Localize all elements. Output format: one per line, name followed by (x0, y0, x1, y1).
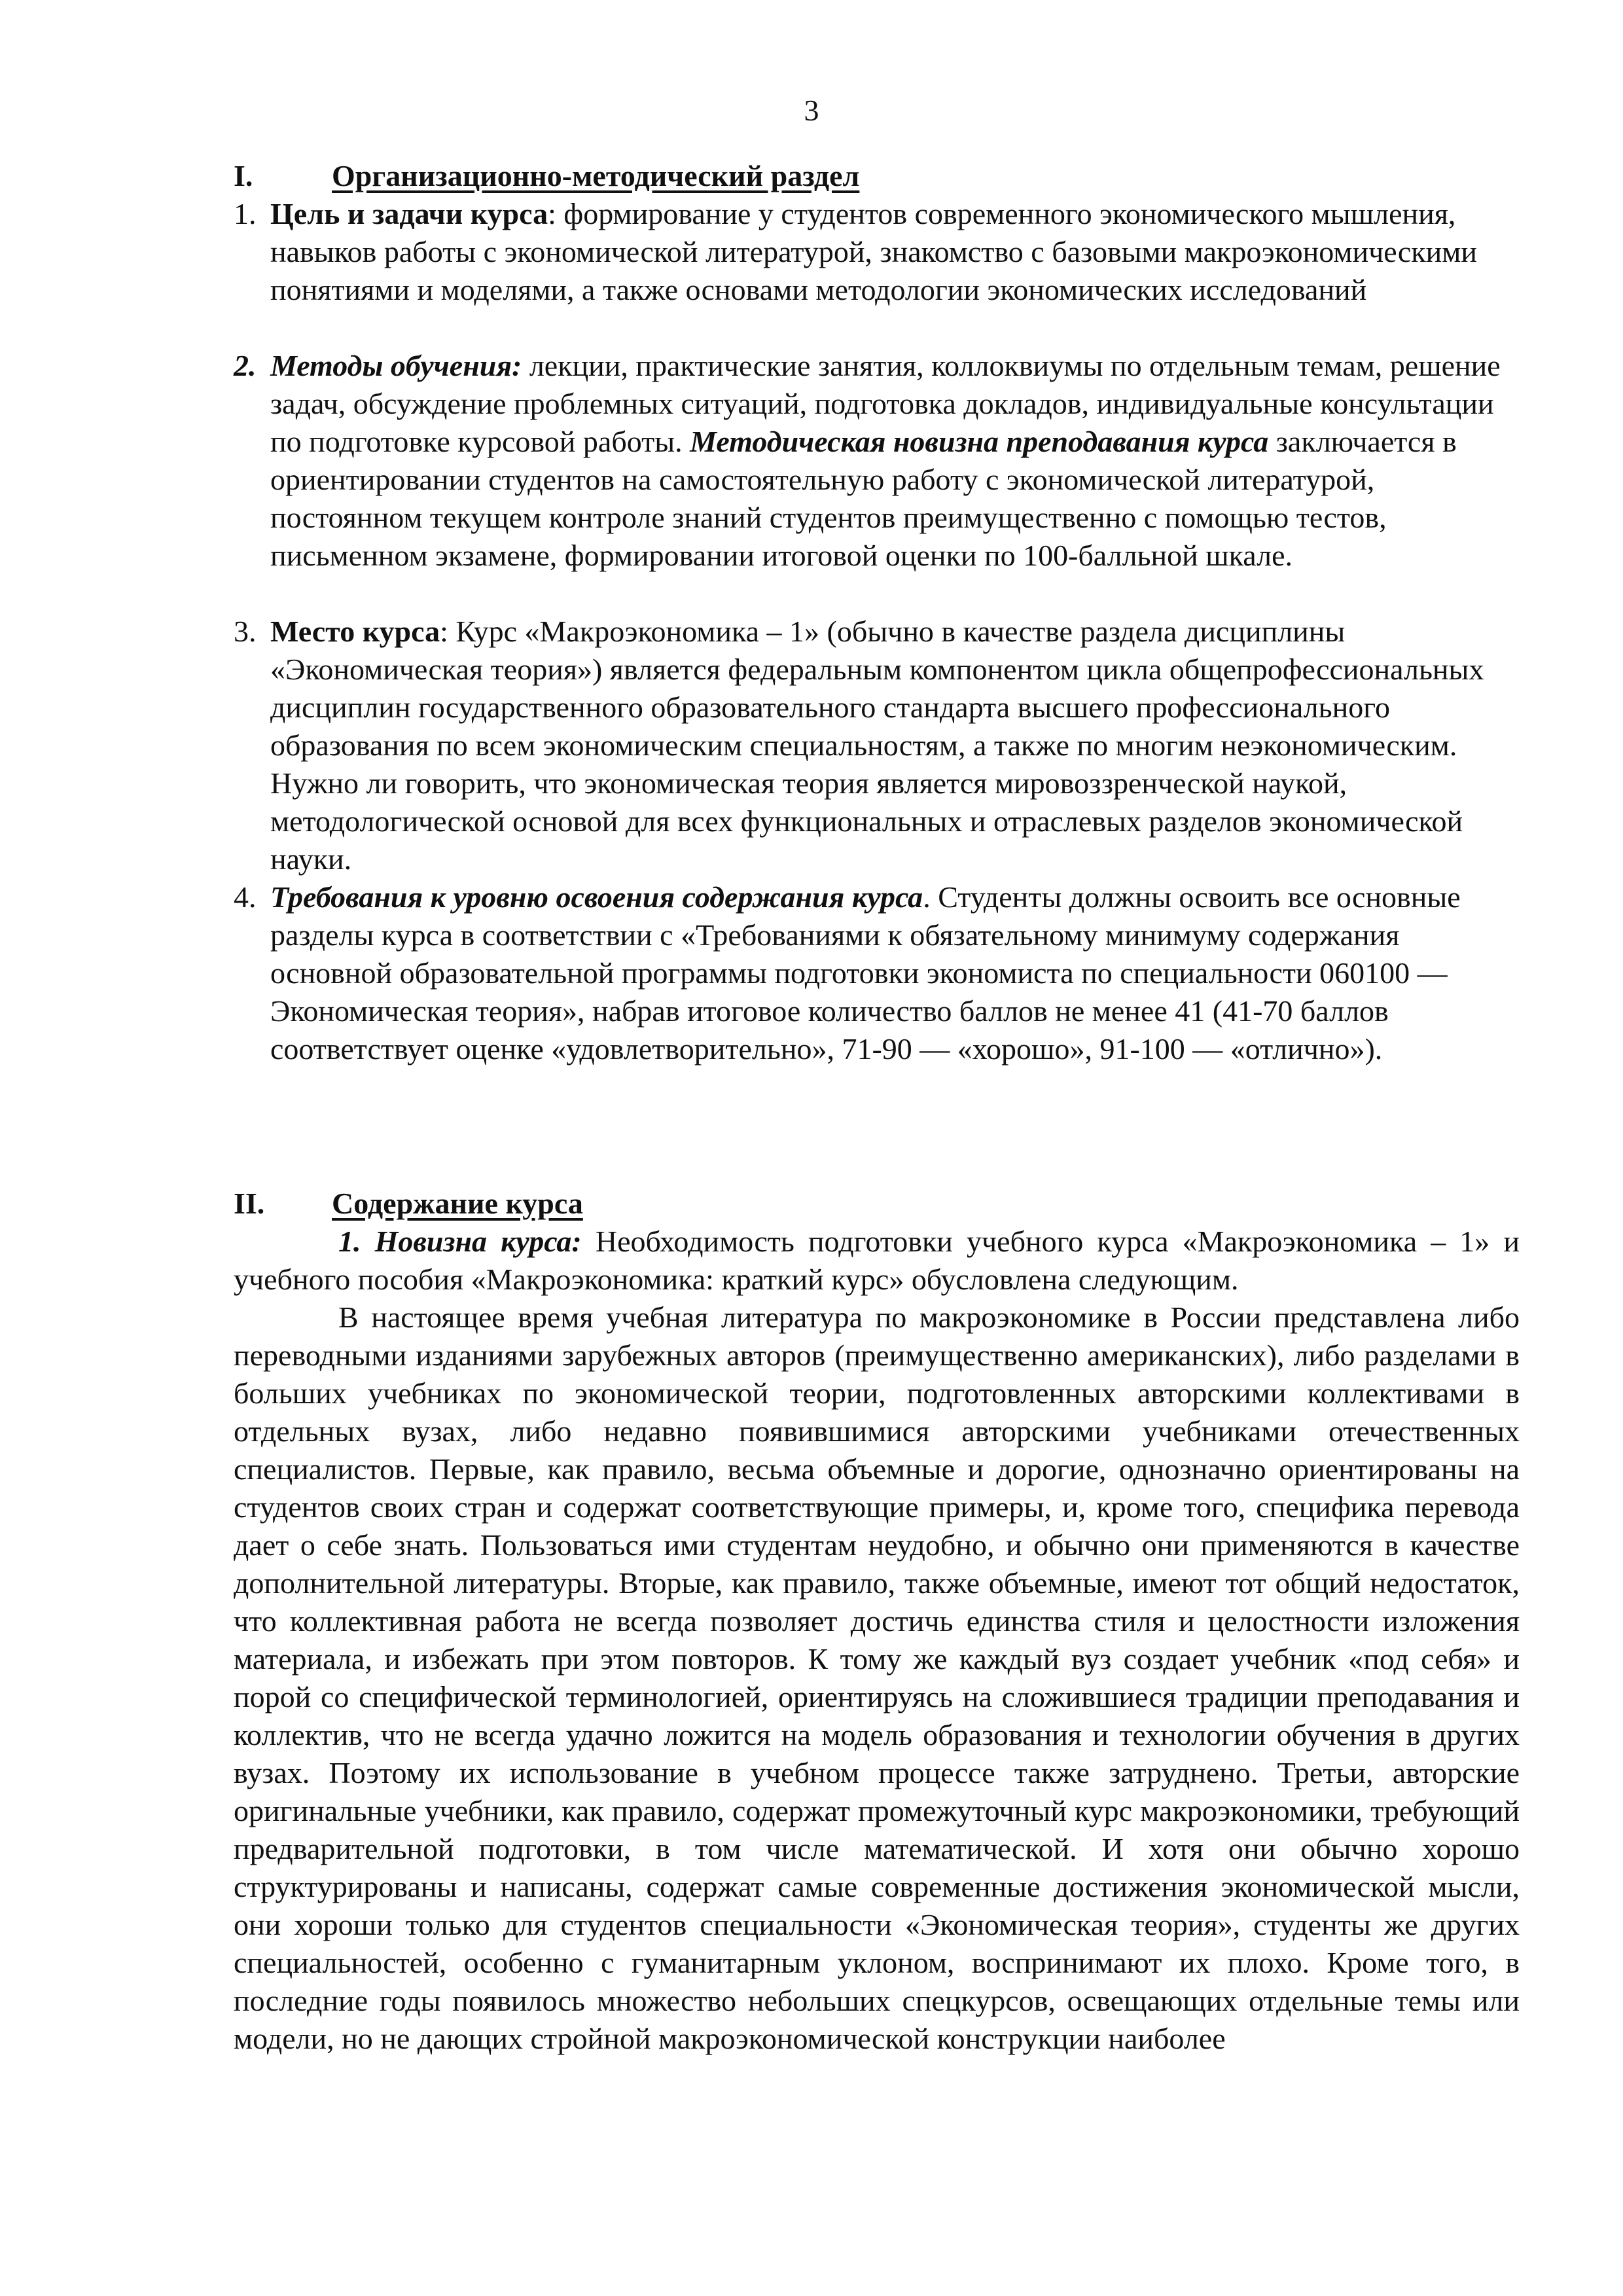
body-paragraph: В настоящее время учебная литература по макроэкономике в России представлена либо переводными изданиями зарубежных авторов (преимущественно американских), либо разделами в больших учебниках по экономической теории, подготовленных авторскими коллективами в отдельных вузах, либо недавно появившимися авторскими учебниками отечественных специалистов. Первые, как правило, весьма объемные и дорогие, однозначно ориентированы на студентов своих стран и содержат соответствующие примеры, и, кроме того, специфика перевода дает о себе знать. Пользоваться ими студентам неудобно, и обычно они применяются в качестве дополнительной литературы. Вторые, как правило, также объемные, имеют тот общий недостаток, что коллективная работа не всегда позволяет достичь единства стиля и целостности изложения материала, и избежать при этом повторов. К тому же каждый вуз создает учебник «под себя» и порой со специфической терминологией, ориентируясь на сложившиеся традиции преподавания и коллектив, что не всегда удачно ложится на модель образования и технологии обучения в других вузах. Поэтому их использование в учебном процессе также затруднено. Третьи, авторские оригинальные учебники, как правило, содержат промежуточный курс макроэкономики, требующий предварительной подготовки, в том числе математической. И хотя они обычно хорошо структурированы и написаны, содержат самые современные достижения экономической мысли, они хороши только для студентов специальности «Экономическая теория», студенты же других специальностей, особенно с гуманитарным уклоном, воспринимают их плохо. Кроме того, в последние годы появилось множество небольших спецкурсов, освещающих отдельные темы или модели, но не дающих стройной макроэкономической конструкции наиболее (234, 1300, 1520, 2055)
item-4-body (270, 878, 1520, 1068)
section-1-title: Организационно-методический раздел (332, 159, 860, 192)
page-number: 3 (804, 94, 819, 127)
item-2-lead: Методы обучения: (270, 349, 522, 382)
item-1-body (270, 195, 1520, 309)
item-1-lead: Цель и задачи курса (270, 197, 548, 230)
section-2-heading (234, 1185, 583, 1223)
item-2-body (270, 347, 1520, 575)
item-3-lead: Место курса (270, 615, 440, 648)
item-2-number: 2. (234, 349, 257, 382)
section-2-title: Содержание курса (332, 1187, 583, 1220)
novelty-lead: 1. Новизна курса: (338, 1225, 582, 1258)
item-2-text-2: заключается в ориентировании студентов на самостоятельную работу с экономической литературой, постоянном текущем контроле знаний студентов преимущественно с помощью тестов, письменном экзамене, формировании итоговой оценки по 100-балльной шкале. (270, 425, 1457, 572)
novelty-paragraph (234, 1223, 1520, 1299)
section-2-roman: II. (234, 1187, 265, 1220)
section-1-heading (234, 157, 859, 195)
item-3-body (270, 613, 1520, 878)
item-3-number: 3. (234, 615, 257, 648)
novelty-text: Необходимость подготовки учебного курса «Макроэкономика – 1» и учебного пособия «Макроэкономика: краткий курс» обусловлена следующим. (234, 1225, 1520, 1296)
item-1-number: 1. (234, 197, 257, 230)
item-4-lead: Требования к уровню освоения содержания курса (270, 880, 923, 914)
item-2-lead-2: Методическая новизна преподавания курса (690, 425, 1269, 458)
item-4-text: . Студенты должны освоить все основные разделы курса в соответствии с «Требованиями к обязательному минимуму содержания основной образовательной программы подготовки экономиста по специальности 060100 — Экономическая теория», набрав итоговое количество баллов не менее 41 (41-70 баллов соответствует оценке «удовлетворительно», 71-90 — «хорошо», 91-100 — «отлично»). (270, 880, 1461, 1066)
item-3-text: : Курс «Макроэкономика – 1» (обычно в качестве раздела дисциплины «Экономическая теория») является федеральным компонентом цикла общепрофессиональных дисциплин государственного образовательного стандарта высшего профессионального образования по всем экономическим специальностям, а также по многим неэкономическим. Нужно ли говорить, что экономическая теория является мировоззренческой наукой, методологической основой для всех функциональных и отраслевых разделов экономической науки. (270, 615, 1484, 876)
item-2-text: лекции, практические занятия, коллоквиумы по отдельным темам, решение задач, обсуждение проблемных ситуаций, подготовка докладов, индивидуальные консультации по подготовке курсовой работы. (270, 349, 1501, 458)
item-1-text: : формирование у студентов современного экономического мышления, навыков работы с экономической литературой, знакомство с базовыми макроэкономическими понятиями и моделями, а также основами методологии экономических исследований (270, 197, 1477, 306)
section-1-roman: I. (234, 159, 253, 192)
item-4-number: 4. (234, 880, 257, 914)
